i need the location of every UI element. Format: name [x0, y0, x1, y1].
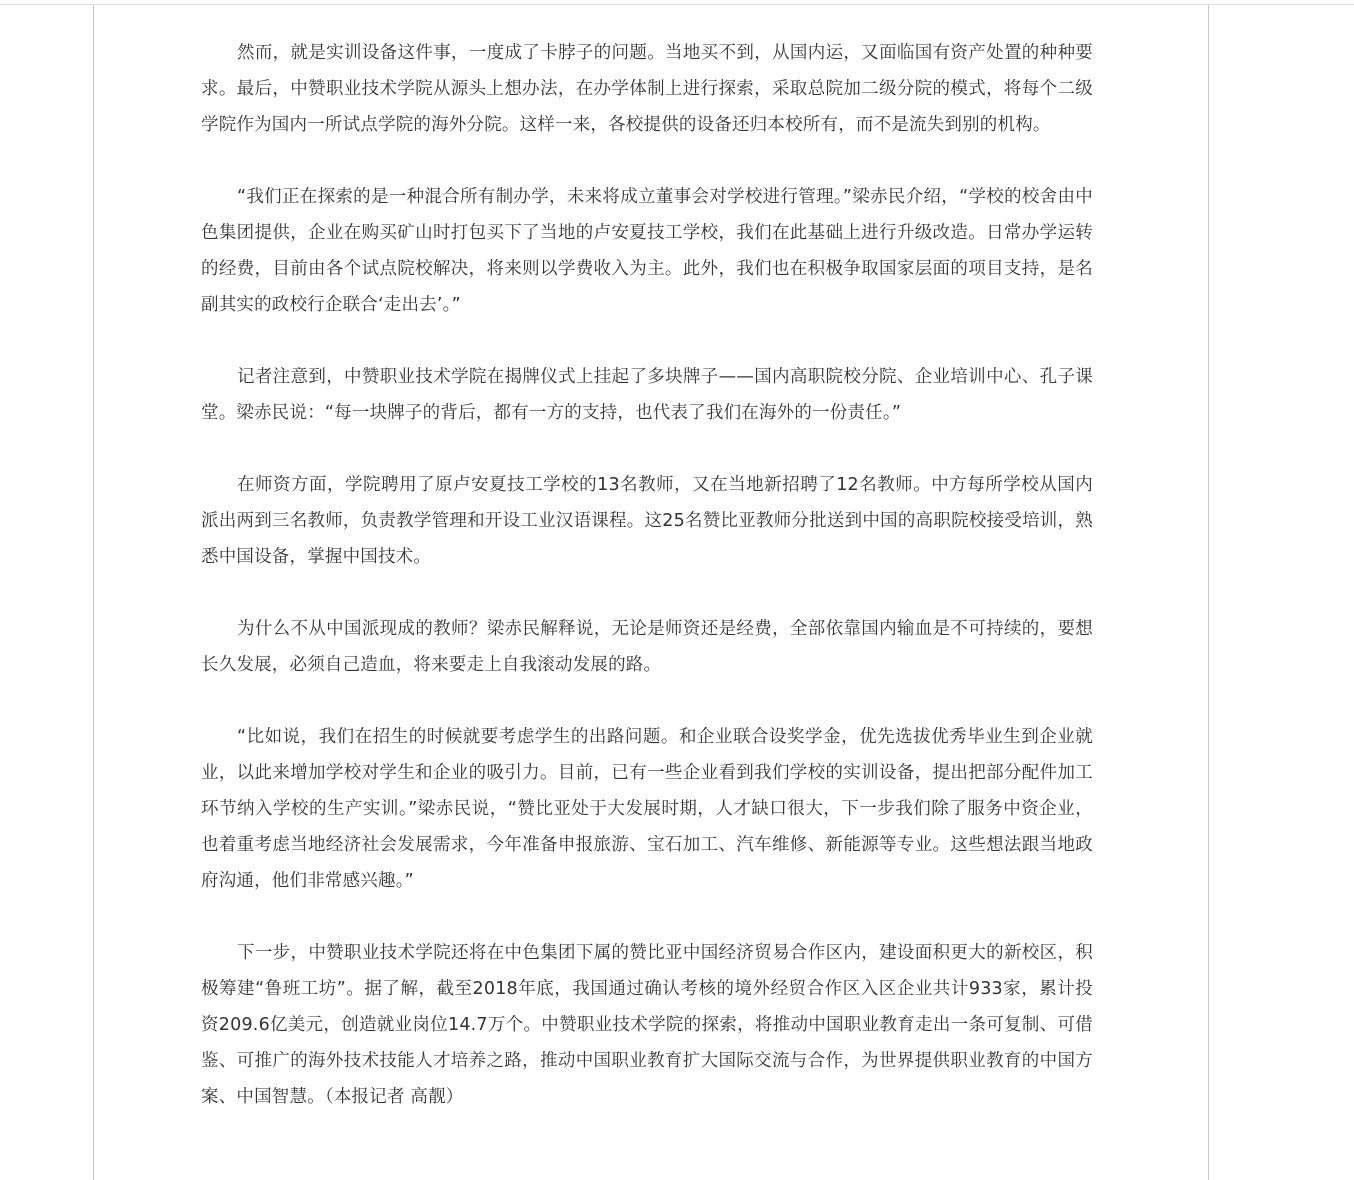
- article-paragraph-6: “比如说，我们在招生的时候就要考虑学生的出路问题。和企业联合设奖学金，优先选拔优秀毕业生到企业就业，以此来增加学校对学生和企业的吸引力。目前，已有一些企业看到我们学校的实训设备，提出把部分配件加工环节纳入学校的生产实训。”梁赤民说，“赞比亚处于大发展时期，人才缺口很大，下一步我们除了服务中资企业，也着重考虑当地经济社会发展需求，今年准备申报旅游、宝石加工、汽车维修、新能源等专业。这些想法跟当地政府沟通，他们非常感兴趣。”: [201, 727, 1093, 891]
- article-paragraph-4: 在师资方面，学院聘用了原卢安夏技工学校的13名教师，又在当地新招聘了12名教师。中方每所学校从国内派出两到三名教师，负责教学管理和开设工业汉语课程。这25名赞比亚教师分批送到中国的高职院校接受培训，熟悉中国设备，掌握中国技术。: [201, 475, 1093, 567]
- article-paragraph-2: “我们正在探索的是一种混合所有制办学，未来将成立董事会对学校进行管理。”梁赤民介绍，“学校的校舍由中色集团提供，企业在购买矿山时打包买下了当地的卢安夏技工学校，我们在此基础上进行升级改造。日常办学运转的经费，目前由各个试点院校解决，将来则以学费收入为主。此外，我们也在积极争取国家层面的项目支持，是名副其实的政校行企联合‘走出去’。”: [201, 187, 1093, 315]
- article-paragraph-5: 为什么不从中国派现成的教师？梁赤民解释说，无论是师资还是经费，全部依靠国内输血是不可持续的，要想长久发展，必须自己造血，将来要走上自我滚动发展的路。: [201, 619, 1093, 675]
- article-paragraph-7: 下一步，中赞职业技术学院还将在中色集团下属的赞比亚中国经济贸易合作区内，建设面积更大的新校区，积极筹建“鲁班工坊”。据了解，截至2018年底，我国通过确认考核的境外经贸合作区入区企业共计933家，累计投资209.6亿美元，创造就业岗位14.7万个。中赞职业技术学院的探索，将推动中国职业教育走出一条可复制、可借鉴、可推广的海外技术技能人才培养之路，推动中国职业教育扩大国际交流与合作，为世界提供职业教育的中国方案、中国智慧。（本报记者 高靓）: [201, 943, 1093, 1107]
- article-body: [201, 35, 1093, 1151]
- article-paragraph-3: 记者注意到，中赞职业技术学院在揭牌仪式上挂起了多块牌子——国内高职院校分院、企业培训中心、孔子课堂。梁赤民说：“每一块牌子的背后，都有一方的支持，也代表了我们在海外的一份责任。”: [201, 367, 1093, 423]
- article-paragraph-1: 然而，就是实训设备这件事，一度成了卡脖子的问题。当地买不到，从国内运，又面临国有资产处置的种种要求。最后，中赞职业技术学院从源头上想办法，在办学体制上进行探索，采取总院加二级分院的模式，将每个二级学院作为国内一所试点学院的海外分院。这样一来，各校提供的设备还归本校所有，而不是流失到别的机构。: [201, 43, 1093, 135]
